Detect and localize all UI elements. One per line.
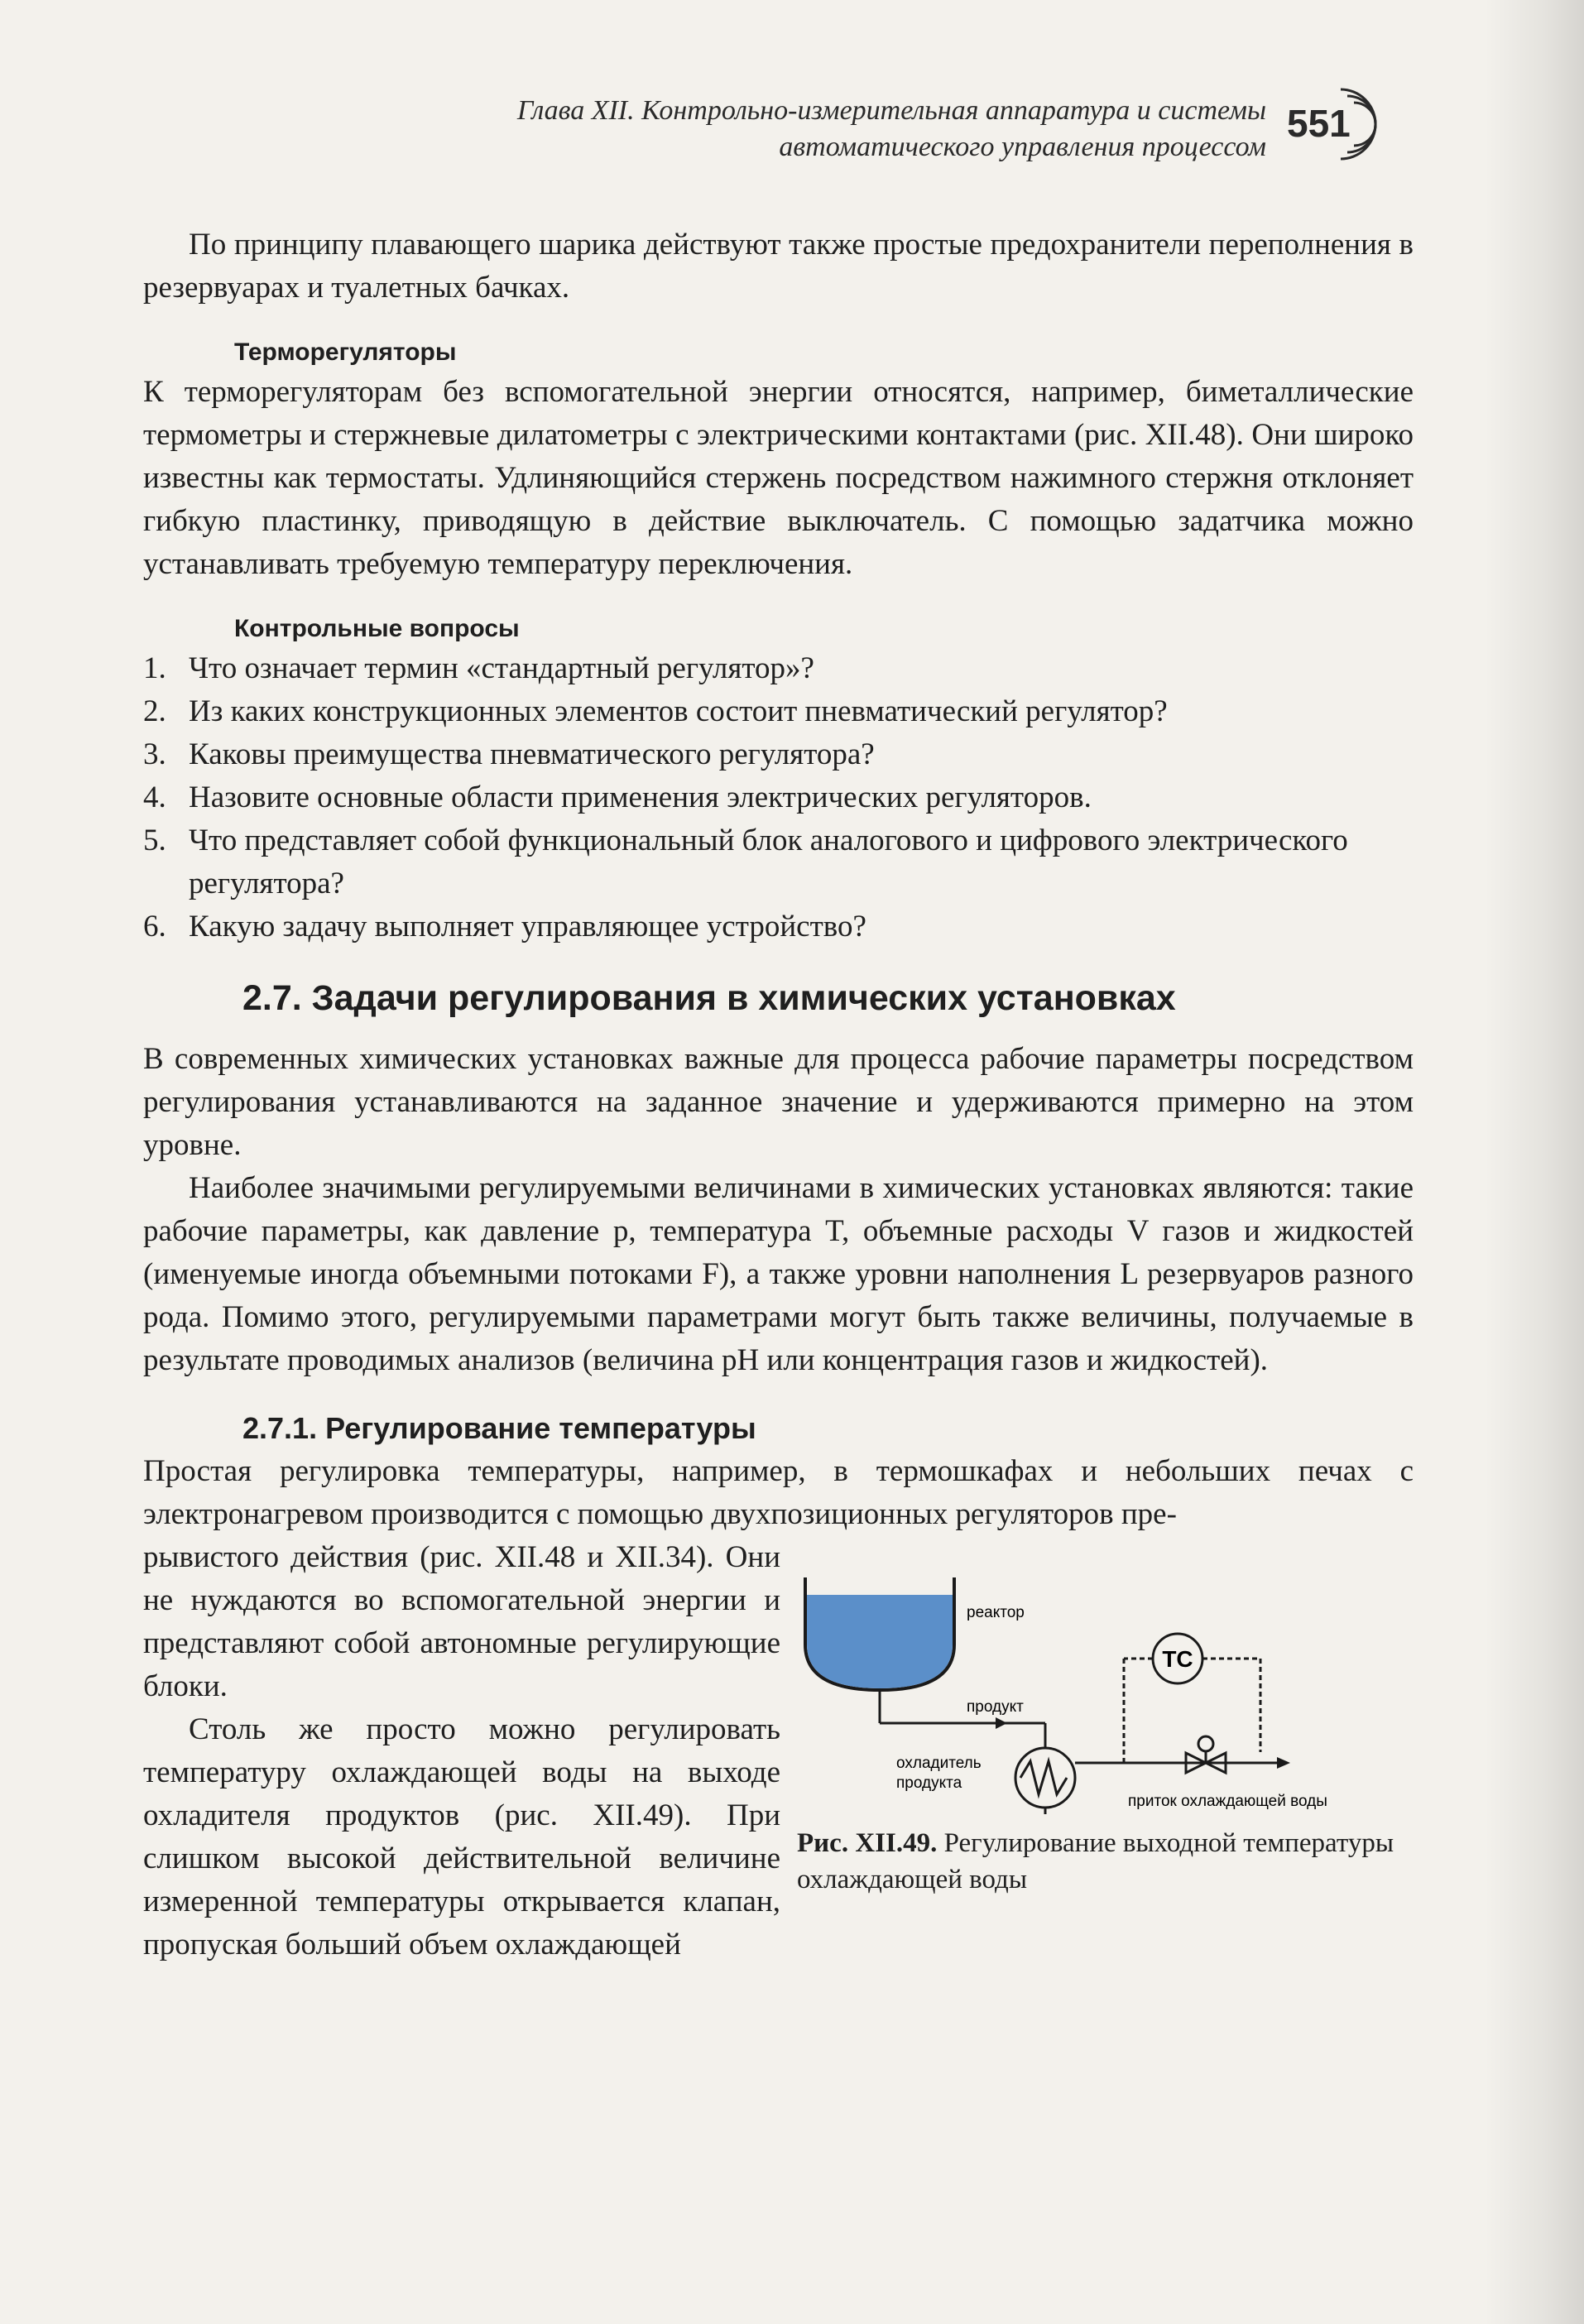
thermo-paragraph: К терморегуляторам без вспомогательной энергии относятся, например, биметаллические термометры и стержневые дилатометры с электрическими контактами (рис. XII.48). Они широко известны как термостаты. Удлиняющийся стержень посредством нажимного стержня отклоняет гибкую пластинку, приводящую в действие выключатель. С помощью задатчика можно устанавливать требуемую температуру переключения. xyxy=(143,375,1414,581)
intro-paragraph: По принципу плавающего шарика действуют также простые предохранители переполнения в резервуарах и туалетных бачках. xyxy=(143,228,1414,305)
cooler-label-1: охладитель xyxy=(896,1755,982,1772)
section-heading: 2.7. Задачи регулирования в химических установках xyxy=(242,978,1176,1018)
list-item: 6. Какую задачу выполняет управляющее устройство? xyxy=(143,910,866,944)
cooling-control-diagram xyxy=(797,1566,1426,1814)
text-with-figure xyxy=(143,1536,1414,1966)
list-item: 4. Назовите основные области применения электрических регуляторов. xyxy=(143,780,1092,814)
reactor-liquid xyxy=(807,1595,953,1688)
figure-caption-text: Регулирование выходной температуры охлаждающей воды xyxy=(797,1828,1394,1894)
product-label: продукт xyxy=(967,1698,1024,1716)
running-header-line2: автоматического управления процессом xyxy=(779,132,1266,162)
subsection-paragraph-1-rest: рывистого действия (рис. XII.48 и XII.34). Они не нуждаются во вспомогательной энергии и представляют собой автономные регулирующие блоки. xyxy=(143,1540,780,1703)
cooling-water-arrow xyxy=(1277,1757,1290,1769)
figure-caption xyxy=(797,1825,1426,1898)
thermo-heading: Терморегуляторы xyxy=(234,339,457,366)
cooling-water-label: приток охлаждающей воды xyxy=(1128,1793,1327,1810)
list-item: 5. Что представляет собой функциональный блок аналогового и цифрового электрического регулятора? xyxy=(143,823,1348,900)
section-paragraph-2: Наиболее значимыми регулируемыми величинами в химических установках являются: такие рабочие параметры, как давление p, температура T, объемные расходы V газов и жидкостей (именуемые иногда объемными потоками F), а также уровни наполнения L резервуаров разного рода. Помимо этого, регулируемыми параметрами могут быть также величины, получаемые в результате проводимых анализов (величина pH или концентрация газов и жидкостей). xyxy=(143,1171,1414,1377)
questions-list xyxy=(143,647,1414,948)
subsection-paragraph-2: Столь же просто можно регулировать температуру охлаждающей воды на выходе охладителя продуктов (рис. XII.49). При слишком высокой действительной величине измеренной температуры открывается клапан, пропуская больший объем охлаждающей xyxy=(143,1712,780,1961)
product-flow-arrow xyxy=(996,1717,1007,1729)
reactor-label: реактор xyxy=(967,1604,1025,1621)
page-content xyxy=(143,223,1414,1966)
cooler-coil xyxy=(1020,1761,1067,1794)
figure-xii-49 xyxy=(797,1566,1426,1898)
questions-heading: Контрольные вопросы xyxy=(234,615,520,642)
running-header-line1: Глава XII. Контрольно-измерительная аппаратура и системы xyxy=(516,95,1266,126)
cooler-label-2: продукта xyxy=(896,1774,962,1792)
tc-label: TC xyxy=(1162,1646,1193,1672)
left-text-column xyxy=(143,1536,780,1966)
figure-caption-ref: Рис. XII.49. xyxy=(797,1828,938,1858)
list-item: 2. Из каких конструкционных элементов состоит пневматический регулятор? xyxy=(143,694,1168,728)
page-gutter-shadow xyxy=(1485,0,1584,2324)
list-item: 1. Что означает термин «стандартный регулятор»? xyxy=(143,651,814,685)
subsection-heading: 2.7.1. Регулирование температуры xyxy=(242,1411,756,1445)
section-paragraph-1: В современных химических установках важные для процесса рабочие параметры посредством регулирования устанавливаются на заданное значение и удерживаются примерно на этом уровне. xyxy=(143,1042,1414,1162)
running-header xyxy=(314,93,1266,166)
subsection-paragraph-1-first-line: Простая регулировка температуры, например, в термошкафах и небольших печах с электронагревом производится с помощью двухпозиционных регуляторов пре- xyxy=(143,1454,1414,1531)
list-item: 3. Каковы преимущества пневматического регулятора? xyxy=(143,737,875,771)
page-number: 551 xyxy=(1287,102,1351,145)
page-number-arc-ornament xyxy=(1316,83,1399,166)
